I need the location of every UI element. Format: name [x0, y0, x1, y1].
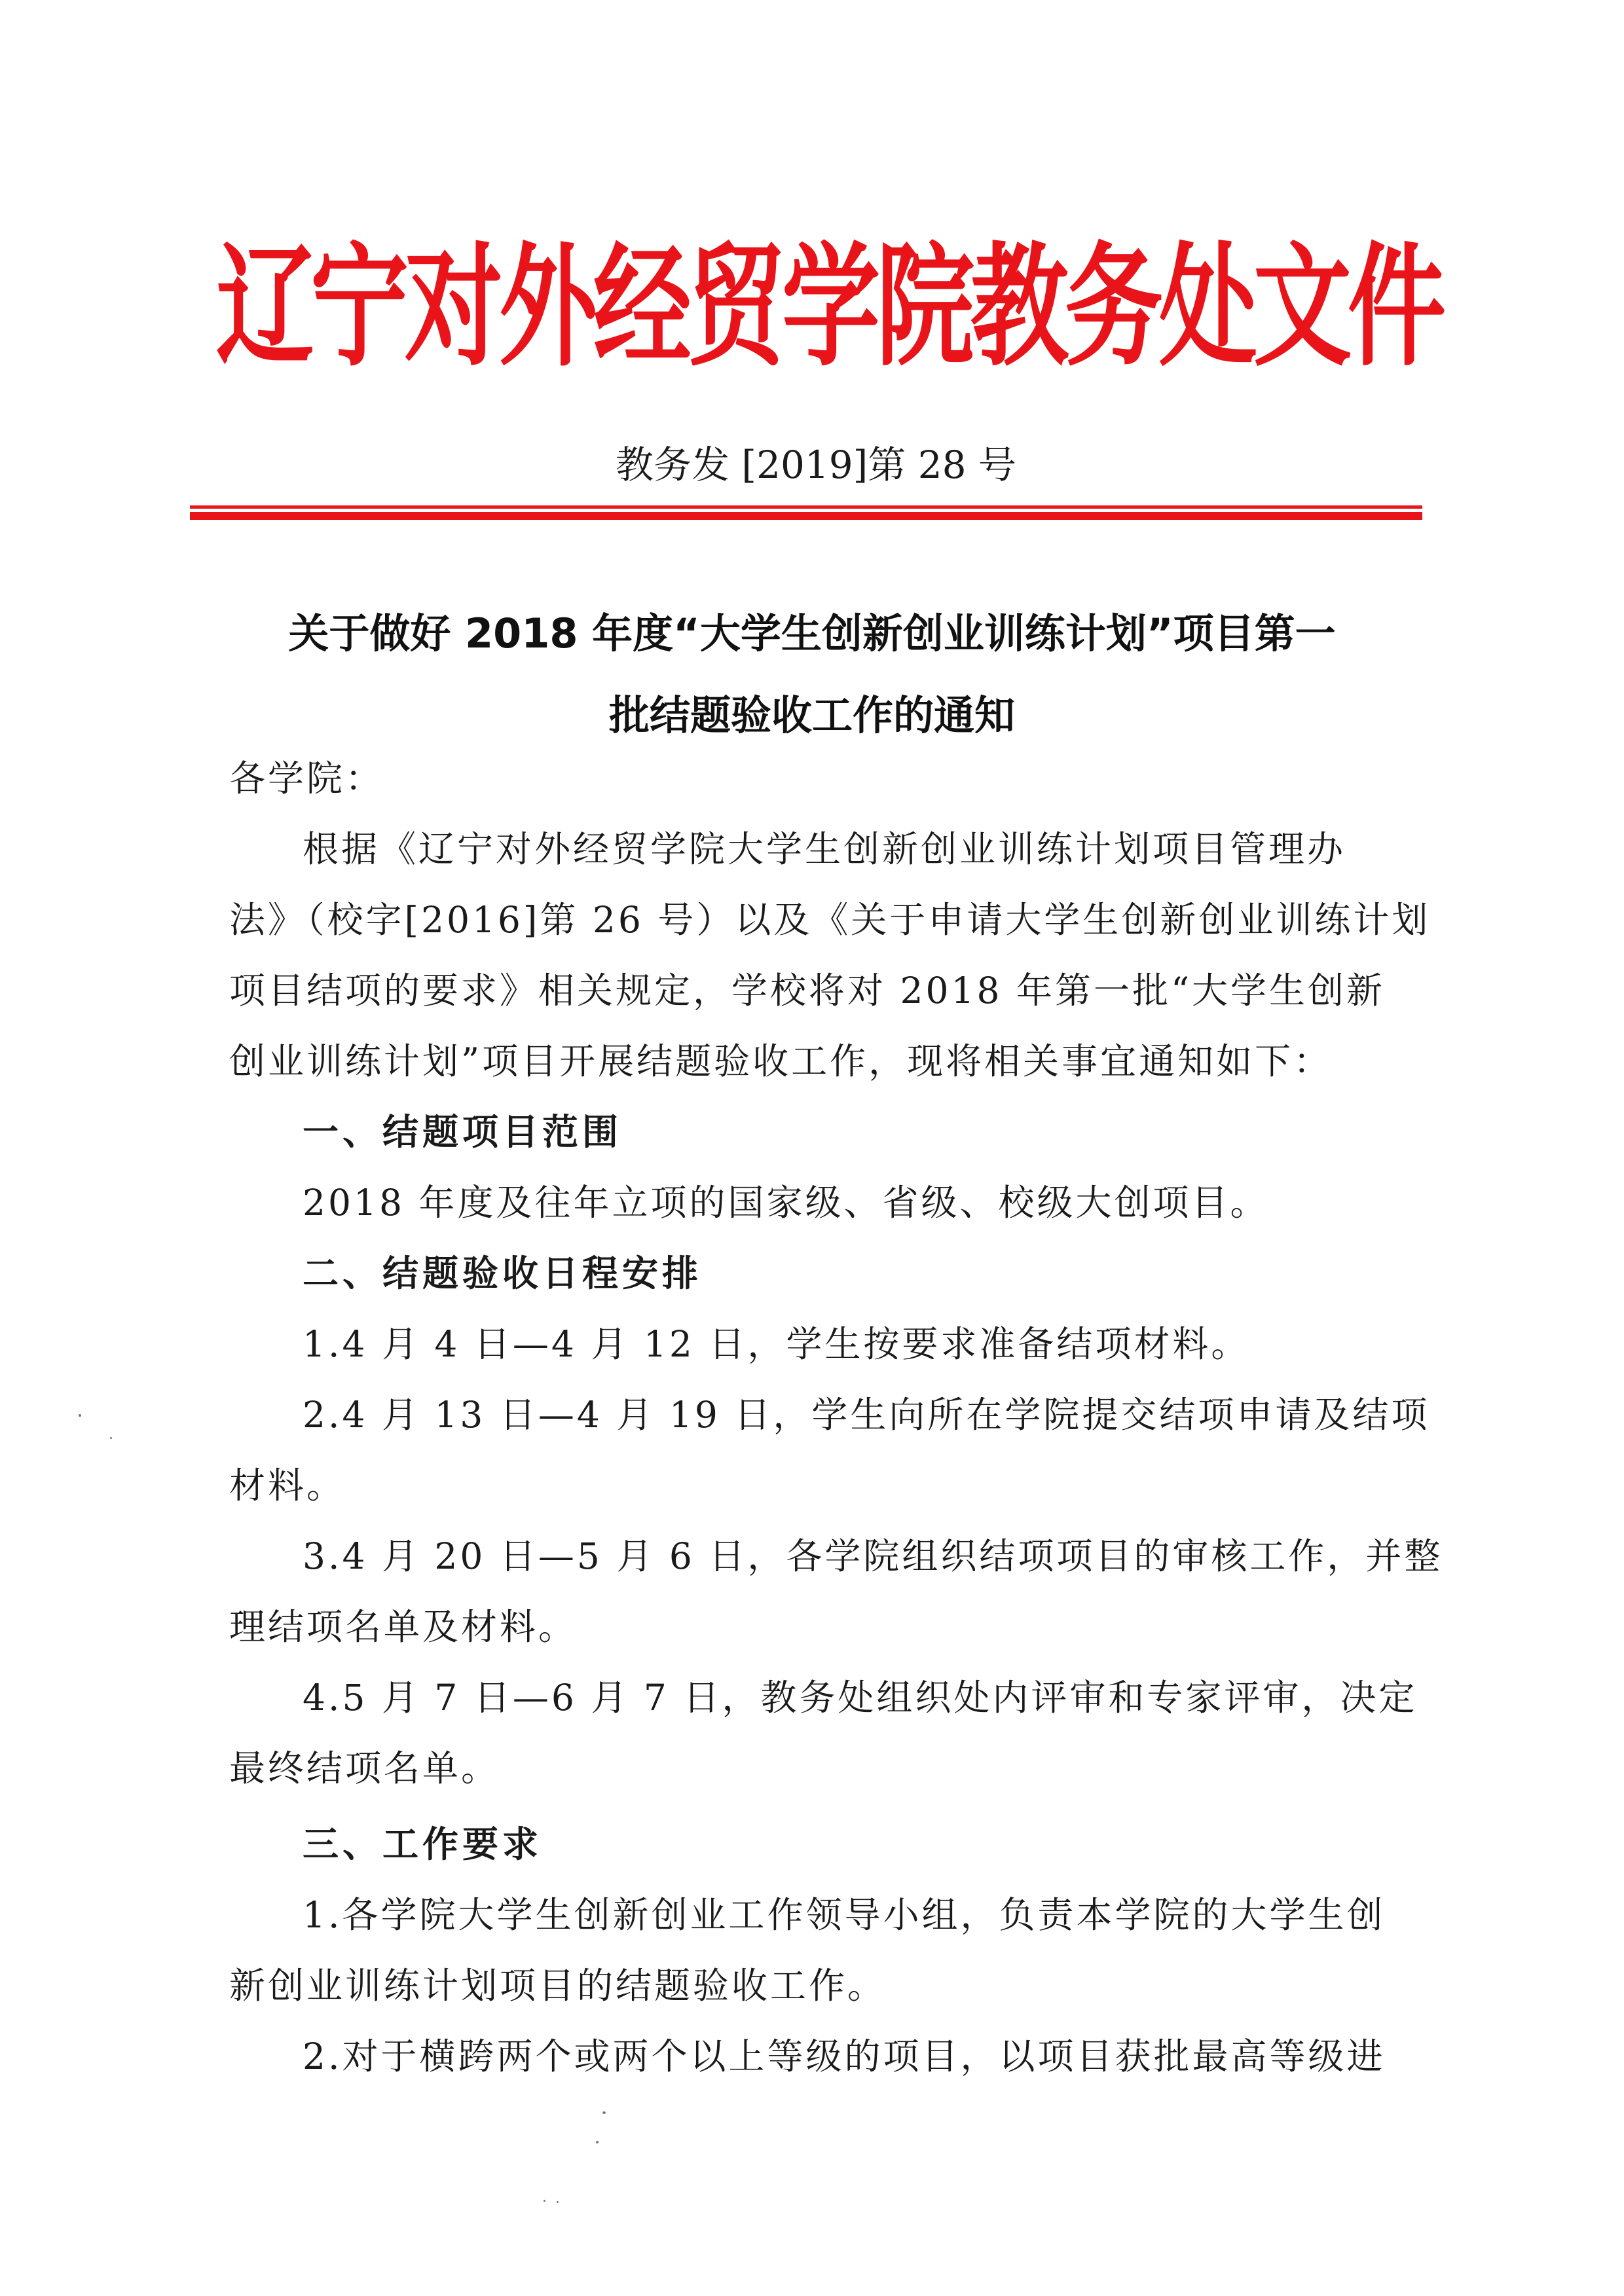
letterhead-rule-thin	[190, 505, 1422, 509]
schedule-item-3-cont: 理结项名单及材料。	[229, 1606, 578, 1648]
schedule-item-1: 1.4 月 4 日—4 月 12 日，学生按要求准备结项材料。	[303, 1323, 1250, 1365]
scan-speck	[596, 2141, 599, 2143]
notice-title	[236, 592, 1388, 756]
letterhead-title: 辽宁对外经贸学院教务处文件	[216, 230, 1443, 385]
section-3-heading: 三、工作要求	[303, 1823, 543, 1865]
intro-line: 法》（校字[2016]第 26 号）以及《关于申请大学生创新创业训练计划	[229, 899, 1431, 941]
schedule-item-4: 4.5 月 7 日—6 月 7 日，教务处组织处内评审和专家评审，决定	[303, 1677, 1418, 1719]
schedule-item-2-cont: 材料。	[229, 1465, 346, 1506]
section-1-text: 2018 年度及往年立项的国家级、省级、校级大创项目。	[303, 1182, 1269, 1224]
section-2-heading: 二、结题验收日程安排	[303, 1252, 703, 1294]
intro-line: 根据《辽宁对外经贸学院大学生创新创业训练计划项目管理办	[303, 828, 1346, 870]
notice-body	[229, 743, 1443, 2092]
letterhead-rule-thick	[190, 512, 1422, 520]
notice-title-line-2: 批结题验收工作的通知	[608, 691, 1015, 739]
scan-speck	[602, 2111, 606, 2114]
salutation: 各学院：	[229, 757, 384, 799]
schedule-item-3: 3.4 月 20 日—5 月 6 日，各学院组织结项项目的审核工作，并整	[303, 1535, 1443, 1577]
requirement-item-1-cont: 新创业训练计划项目的结题验收工作。	[229, 1965, 887, 2007]
requirement-item-2: 2.对于横跨两个或两个以上等级的项目，以项目获批最高等级进	[303, 2035, 1386, 2077]
section-1-heading: 一、结题项目范围	[303, 1111, 623, 1153]
schedule-item-4-cont: 最终结项名单。	[229, 1747, 500, 1789]
intro-line: 项目结项的要求》相关规定，学校将对 2018 年第一批“大学生创新	[229, 970, 1386, 1011]
requirement-item-1: 1.各学院大学生创新创业工作领导小组，负责本学院的大学生创	[303, 1894, 1386, 1936]
scan-speck	[544, 2200, 545, 2202]
schedule-item-2: 2.4 月 13 日—4 月 19 日，学生向所在学院提交结项申请及结项	[303, 1394, 1430, 1436]
scan-speck	[557, 2201, 559, 2203]
intro-line: 创业训练计划”项目开展结题验收工作，现将相关事宜通知如下：	[229, 1040, 1333, 1082]
scan-speck	[110, 1437, 112, 1439]
notice-title-line-1: 关于做好 2018 年度“大学生创新创业训练计划”项目第一	[288, 610, 1336, 657]
document-number: 教务发 [2019]第 28 号	[616, 443, 1016, 487]
scan-speck	[79, 1414, 81, 1417]
